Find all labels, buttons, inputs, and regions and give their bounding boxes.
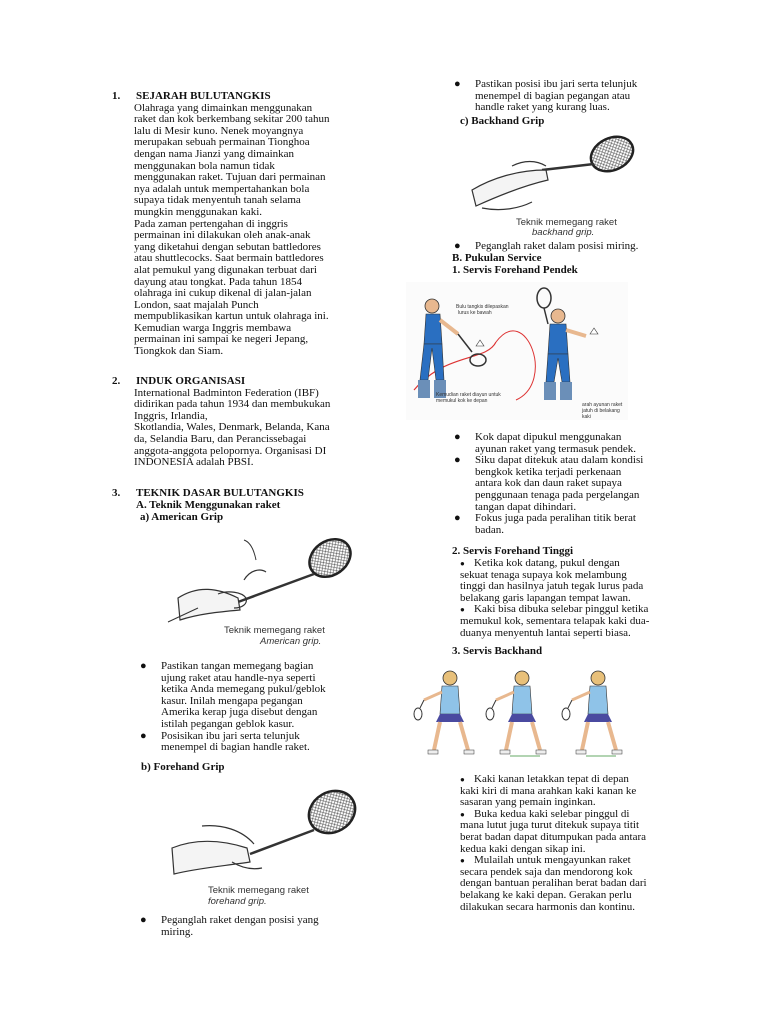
- text-line: London, saat majalah Punch: [134, 298, 259, 311]
- illustration-note: arah ayunan raket: [582, 402, 623, 408]
- servis-tinggi-body: [460, 558, 700, 639]
- bullet-dot-icon: ●: [460, 809, 465, 819]
- illustration-note: jatuh di belakang kaki: [582, 408, 620, 420]
- text-line: Kemudian warga Inggris membawa: [134, 321, 292, 334]
- section-heading: [112, 91, 362, 103]
- service-title: 2. Servis Forehand Tinggi: [452, 545, 574, 557]
- text-line: permainan ini dilakukan oleh anak-anak: [134, 229, 311, 242]
- section-number: 2.: [112, 375, 121, 387]
- text-line: miring.: [161, 925, 194, 938]
- servis-forehand-pendek-illustration: [406, 282, 628, 420]
- bullet-dot-icon: ●: [140, 729, 147, 742]
- bullet-dot-icon: ●: [460, 559, 465, 568]
- bullet-dot-icon: ●: [140, 660, 147, 672]
- text-line: sekuat tenaga supaya kok melambung: [460, 568, 627, 581]
- text-line: dilakukan secara harmonis dan kontinu.: [460, 900, 636, 913]
- text-line: dayung atau tongkat. Pada tahun 1854: [134, 275, 303, 288]
- bullet-text: Peganglah raket dalam posisi miring.: [475, 240, 639, 252]
- text-line: mempublikasikan kartun untuk olahraga ini.: [134, 310, 329, 323]
- servis-pendek-bullets: [454, 431, 695, 536]
- text-line: Kaki kanan letakkan tepat di depan ●: [460, 773, 629, 785]
- text-line: didirikan pada tahun 1934 dan membukukan: [134, 398, 331, 411]
- text-line: menggunakan raket. Tujuan dari permainan: [134, 171, 326, 184]
- text-line: duanya menyentuh lantai seperti biasa.: [460, 626, 631, 639]
- text-line: mungkin menggunakan kaki.: [134, 205, 263, 218]
- text-line: da, Selandia Baru, dan Perancissebagai: [134, 432, 307, 445]
- subsection-title: A. Teknik Menggunakan raket: [136, 498, 281, 511]
- american-grip-illustration: [158, 530, 358, 660]
- text-line: International Badminton Federation (IBF): [134, 386, 319, 399]
- bullet-dot-icon: ●: [460, 775, 465, 784]
- illustration-note: memukul kok ke depan: [436, 398, 488, 404]
- text-line: ujung raket atau handle-nya seperti: [161, 671, 316, 684]
- section-teknik-dasar: [112, 488, 372, 524]
- text-line: sasaran yang pemain inginkan.: [460, 796, 596, 809]
- text-line: Tiongkok dan Siam.: [134, 345, 224, 358]
- text-line: antara kok dan daun raket supaya: [475, 477, 622, 490]
- text-line: kedua kaki dengan sikap ini.: [460, 842, 586, 855]
- text-line: Pastikan posisi ibu jari serta telunjuk: [475, 78, 638, 90]
- bullet-dot-icon: ●: [460, 856, 465, 866]
- text-line: belakang garis lapangan tempat lawan.: [460, 591, 631, 604]
- section-number: 1.: [112, 90, 121, 102]
- american-grip-bullets: [140, 660, 371, 754]
- text-line: yang diketahui dengan sebutan battledores: [134, 240, 321, 253]
- bullet-dot-icon: ●: [454, 240, 461, 252]
- backhand-grip-illustration: [462, 130, 662, 238]
- text-line: tinggi dan hasilnya jatuh tegak lurus pada: [460, 580, 644, 593]
- bullet-item: [140, 729, 371, 754]
- text-line: dengan bantuan peralihan berat badan dari: [460, 877, 647, 890]
- grip-title: b) Forehand Grip: [141, 761, 225, 773]
- text-line: merupakan sebuah permainan Tionghoa: [134, 136, 310, 149]
- text-line: secara pendek saja dan mendorong kok: [460, 865, 633, 878]
- illustration-caption-italic: backhand grip.: [532, 227, 595, 238]
- text-line: Kok dapat dipukul menggunakan: [475, 431, 622, 443]
- section-induk-organisasi: [112, 376, 362, 469]
- text-line: belakang ke kaki depan. Gerakan perlu: [460, 888, 632, 901]
- section-body: [134, 388, 362, 469]
- text-line: memukul kok, sementara telapak kaki dua-: [460, 614, 650, 627]
- bullet-item: [454, 454, 695, 513]
- section-title: SEJARAH BULUTANGKIS: [136, 90, 271, 102]
- text-line: Buka kedua kaki selebar pinggul di ●: [460, 807, 630, 820]
- text-line: atau shuttlecocks. Saat bermain battledores: [134, 252, 324, 265]
- text-line: menggunakan bola namun tidak: [134, 159, 275, 172]
- text-line: Ketika kok datang, pukul dengan ●: [460, 557, 620, 569]
- section-heading: [112, 376, 362, 388]
- text-line: penggunaan tenaga pada pergelangan: [475, 488, 640, 501]
- bullet-item: [454, 512, 695, 536]
- bullet-dot-icon: ●: [454, 431, 461, 443]
- servis-backhand-illustration: [410, 664, 642, 768]
- text-line: handle raket yang kurang luas.: [475, 101, 610, 114]
- text-line: nya adalah untuk mempertahankan bola: [134, 182, 310, 195]
- servis-backhand-body: [460, 774, 700, 913]
- text-line: Pada zaman pertengahan di inggris: [134, 217, 288, 230]
- forehand-grip-illustration: [162, 778, 367, 910]
- text-line: ketika Anda memegang pukul/geblok: [161, 683, 326, 696]
- bullet-dot-icon: ●: [454, 512, 461, 525]
- text-line: Kaki bisa dibuka selebar pinggul ketika ●: [460, 603, 649, 616]
- text-line: Mulailah untuk mengayunkan raket ●: [460, 854, 631, 867]
- section-body: [134, 103, 362, 358]
- illustration-note: lurus ke bawah: [458, 310, 492, 316]
- text-line: raket dan kok berkembang sekitar 200 tahun: [134, 113, 330, 126]
- bullet-dot-icon: ●: [454, 78, 461, 90]
- text-line: Pastikan tangan memegang bagian: [161, 660, 314, 672]
- section-title: TEKNIK DASAR BULUTANGKIS: [136, 487, 304, 499]
- text-line: Skotlandia, Wales, Denmark, Belanda, Kana: [134, 421, 330, 434]
- section-title: INDUK ORGANISASI: [136, 375, 246, 387]
- text-line: alat pemukul yang digunakan terbuat dari: [134, 263, 317, 276]
- text-line: supaya tidak menyentuh tanah selama: [134, 194, 301, 207]
- text-line: menempel di bagian pegangan atau: [475, 89, 631, 102]
- text-line: Inggris, Irlandia,: [134, 409, 208, 422]
- text-line: permainan ini sampai ke negeri Jepang,: [134, 333, 309, 346]
- text-line: kasur. Inilah mengapa pegangan: [161, 694, 303, 707]
- text-line: tangan dapat dihindari.: [475, 500, 577, 513]
- section-number: 3.: [112, 487, 121, 499]
- illustration-caption: Teknik memegang raket: [224, 625, 325, 636]
- illustration-note: Bulu tangkis dilepaskan: [456, 304, 509, 310]
- forehand-grip-bullet-continued: [454, 78, 695, 114]
- bullet-item: [454, 240, 639, 253]
- illustration-caption-italic: American grip.: [260, 636, 322, 647]
- bullet-dot-icon: ●: [140, 914, 147, 926]
- section-heading: [112, 488, 372, 500]
- text-line: berat badan dapat ditumpukan pada antara: [460, 830, 647, 843]
- illustration-caption-italic: forehand grip.: [208, 896, 267, 907]
- text-line: Amerika kerap juga disebut dengan: [161, 706, 318, 719]
- text-line: lalu di Mesir kuno. Nenek moyangnya: [134, 124, 304, 137]
- text-line: mana lutut juga turut ditekuk supaya titit: [460, 819, 640, 832]
- illustration-caption: Teknik memegang raket: [208, 885, 309, 896]
- text-line: Peganglah raket dengan posisi yang: [161, 914, 319, 926]
- text-line: istilah pegangan geblok kasur.: [161, 717, 295, 730]
- grip-title: c) Backhand Grip: [460, 115, 545, 127]
- service-title: 1. Servis Forehand Pendek: [452, 264, 578, 276]
- illustration-caption: Teknik memegang raket: [516, 217, 617, 228]
- illustration-note: Kemudian raket diayun untuk: [436, 392, 501, 398]
- text-line: bengkok ketika terjadi perkenaan: [475, 465, 622, 478]
- text-line: menempel di bagian handle raket.: [161, 741, 310, 754]
- bullet-item: [140, 660, 371, 731]
- section-sejarah: [112, 91, 362, 358]
- text-line: anggota-anggota pelopornya. Organisasi DI: [134, 444, 327, 457]
- subsection-title: B. Pukulan Service: [452, 252, 542, 264]
- text-line: dengan nama Jianzi yang dimainkan: [134, 147, 295, 160]
- text-line: Olahraga yang dimainkan menggunakan: [134, 101, 313, 114]
- text-line: olahraga ini cukup dikenal di jalan-jalan: [134, 287, 312, 300]
- service-title: 3. Servis Backhand: [452, 645, 543, 657]
- text-line: kaki kiri di mana arahkan kaki kanan ke: [460, 784, 637, 797]
- backhand-sequence-icon: [410, 664, 642, 768]
- bullet-dot-icon: ●: [460, 605, 465, 615]
- text-line: Fokus juga pada peralihan titik berat: [475, 512, 636, 525]
- bullet-item: [454, 78, 695, 114]
- forehand-grip-bullets: [140, 914, 371, 938]
- bullet-dot-icon: ●: [454, 454, 461, 467]
- text-line: Posisikan ibu jari serta telunjuk: [161, 729, 300, 742]
- grip-title: a) American Grip: [140, 511, 224, 524]
- text-line: ayunan raket yang termasuk pendek.: [475, 442, 636, 455]
- bullet-item: [454, 431, 695, 455]
- text-line: Siku dapat ditekuk atau dalam kondisi: [475, 454, 644, 467]
- racket-hand-icon: [158, 530, 358, 660]
- text-line: badan.: [475, 523, 505, 536]
- text-line: INDONESIA adalah PBSI.: [134, 456, 254, 469]
- bullet-item: [140, 914, 371, 938]
